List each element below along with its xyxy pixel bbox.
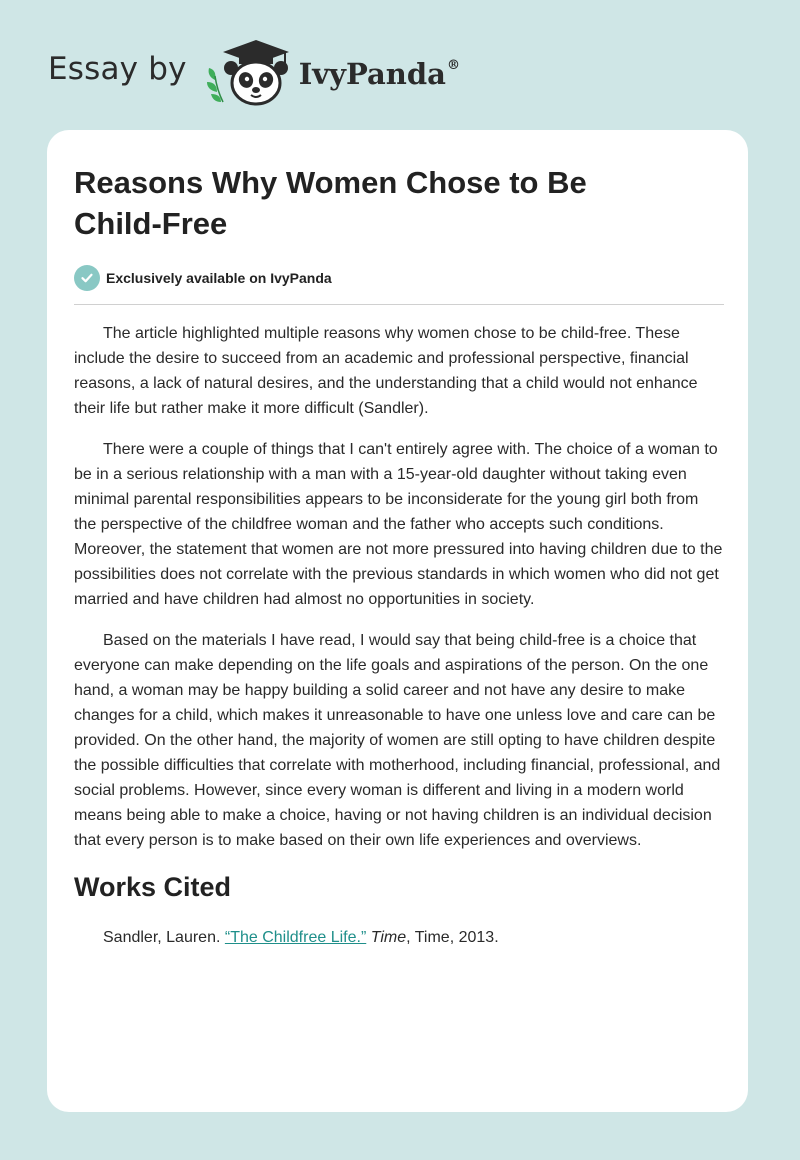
brand-name[interactable] <box>299 57 460 91</box>
essay-content <box>74 162 724 950</box>
brand-text: IvyPanda <box>298 57 446 91</box>
citation-publication: Time <box>370 929 407 946</box>
badge-label: Exclusively available on IvyPanda <box>106 270 332 286</box>
panda-logo-icon[interactable] <box>201 36 293 108</box>
ivy-leaf-icon <box>207 68 223 102</box>
citation-entry <box>74 925 724 950</box>
paragraph-1: The article highlighted multiple reasons why women chose to be child-free. These include the desire to succeed from an academic and professional perspective, financial reasons, a lack of natural desires, and the understanding that a child would not enhance their life but rather make it more difficult (Sandler). <box>74 325 698 417</box>
divider <box>74 304 724 305</box>
paragraph-3: Based on the materials I have read, I would say that being child-free is a choice that everyone can make depending on the life goals and aspirations of the person. On the one hand, a woman may be happy building a solid career and not have any desire to make changes for a child, which makes it unreasonable to have one unless love and care can be provided. On the other hand, the majority of women are still opting to have children despite the possible difficulties that correlate with motherhood, including financial, professional, and social problems. However, since every woman is different and living in a modern world means being able to make a choice, having or not having children is an individual decision that every person is to make based on their own life experiences and overviews. <box>74 632 721 849</box>
title-line-1: Reasons Why Women Chose to Be <box>74 165 587 200</box>
essay-by-label: Essay by <box>48 51 187 87</box>
page-title <box>74 162 724 244</box>
works-cited-heading: Works Cited <box>74 872 232 902</box>
citation-author: Sandler, Lauren. <box>103 929 225 946</box>
site-header <box>48 36 460 108</box>
exclusive-badge <box>74 264 724 292</box>
essay-card <box>47 130 748 1112</box>
check-circle-icon <box>74 265 100 291</box>
citation-title-link[interactable]: “The Childfree Life.” <box>224 929 367 946</box>
citation-rest: , Time, 2013. <box>406 929 499 946</box>
paragraph-2: There were a couple of things that I can't entirely agree with. The choice of a woman to be in a serious relationship with a man with a 15-year-old daughter without taking even minimal parental responsibilities appears to be inconsiderate for the young girl both from the perspective of the childfree woman and the father who accepts such conditions. Moreover, the statement that women are not more pressured into having children due to the possibilities does not correlate with the previous standards in which women who did not get married and have children had almost no opportunities in society. <box>74 441 723 608</box>
title-line-2: Child-Free <box>74 206 228 241</box>
trademark-symbol: ® <box>446 58 460 74</box>
